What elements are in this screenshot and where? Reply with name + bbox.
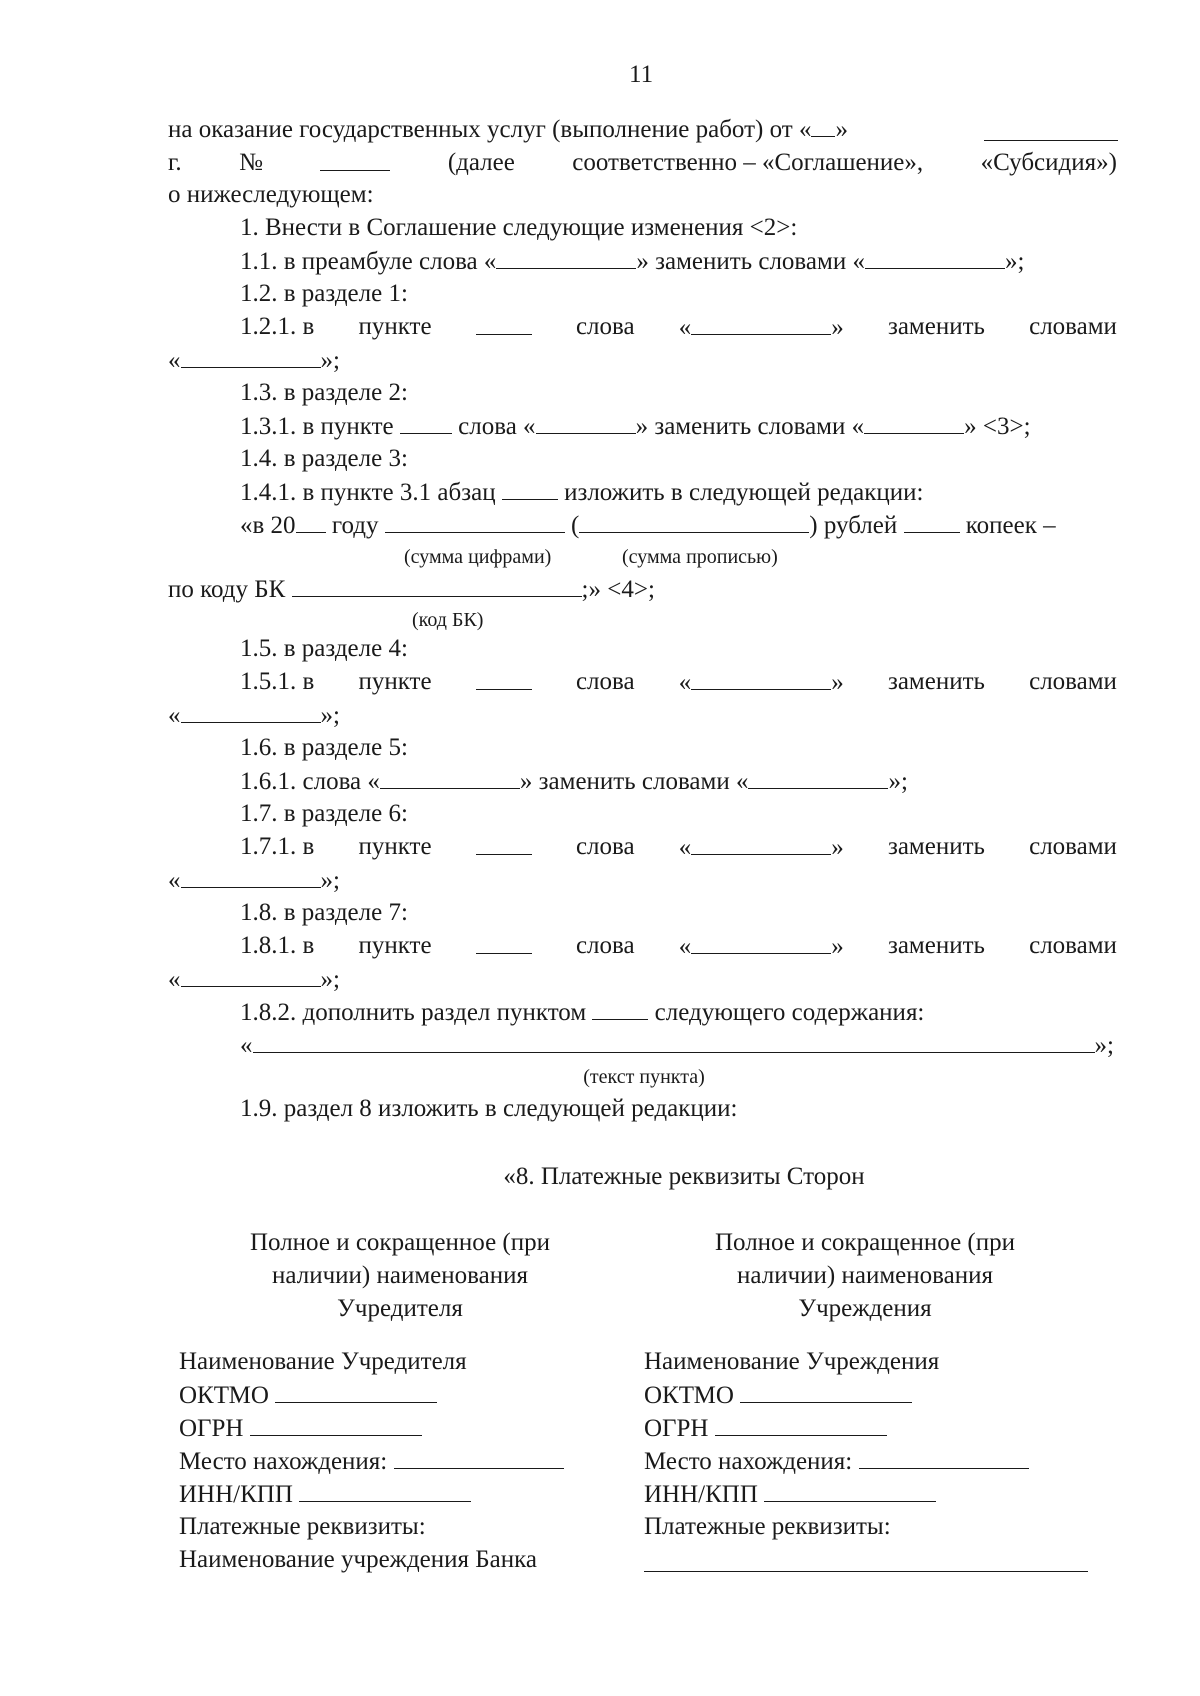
item-1-2-1: 1.2.1. в пункте слова « » заменить словами: [240, 313, 1117, 341]
left-field-payment: Платежные реквизиты:: [179, 1513, 426, 1540]
item-1-8-2: 1.8.2. дополнить раздел пунктом следующего содержания:: [240, 999, 925, 1026]
left-field-bank: Наименование учреждения Банка: [179, 1546, 537, 1573]
item-1-4: 1.4. в разделе 3:: [240, 445, 408, 472]
left-heading-1: Полное и сокращенное (при: [249, 1229, 551, 1256]
item-1-7: 1.7. в разделе 6:: [240, 800, 408, 827]
item-1-2-1-cont: « »;: [168, 347, 340, 374]
intro-line-1: на оказание государственных услуг (выполнение работ) от « »: [168, 116, 848, 143]
left-field-inn: ИНН/КПП: [179, 1479, 471, 1510]
left-heading-2: наличии) наименования: [272, 1262, 528, 1289]
left-field-ogrn: ОГРН: [179, 1413, 422, 1444]
right-heading-1: Полное и сокращенное (при: [714, 1229, 1016, 1256]
item-1-8: 1.8. в разделе 7:: [240, 899, 408, 926]
item-1-8-1-cont: « »;: [168, 966, 340, 993]
right-field-ogrn: ОГРН: [644, 1413, 887, 1444]
item-1-1: 1.1. в преамбуле слова « » заменить словами « »;: [240, 248, 1025, 275]
right-heading-2: наличии) наименования: [737, 1262, 993, 1289]
intro-line-3: о нижеследующем:: [168, 181, 374, 208]
caption-bk: (код БК): [412, 609, 484, 631]
item-1-6-1: 1.6.1. слова « » заменить словами « »;: [240, 768, 908, 795]
right-bank-blank: [644, 1549, 1088, 1572]
item-1-5-1: 1.5.1. в пункте слова « » заменить словами: [240, 668, 1117, 696]
item-1-3-1: 1.3.1. в пункте слова « » заменить словами « » <3>;: [240, 413, 1031, 440]
left-field-name: Наименование Учредителя: [179, 1348, 467, 1375]
section-8-title: «8. Платежные реквизиты Сторон: [503, 1163, 865, 1190]
right-field-address: Место нахождения:: [644, 1446, 1029, 1477]
left-heading-3: Учредителя: [337, 1295, 463, 1322]
caption-sum-digits: (сумма цифрами): [404, 546, 552, 568]
left-field-oktmo: ОКТМО: [179, 1380, 437, 1411]
page-number: 11: [629, 61, 654, 88]
item-1-7-1: 1.7.1. в пункте слова « » заменить словами: [240, 833, 1117, 861]
item-1-5: 1.5. в разделе 4:: [240, 635, 408, 662]
item-1-2: 1.2. в разделе 1:: [240, 280, 408, 307]
item-1-9: 1.9. раздел 8 изложить в следующей редакции:: [240, 1095, 738, 1122]
item-1-5-1-cont: « »;: [168, 702, 340, 729]
item-1-8-1: 1.8.1. в пункте слова « » заменить словами: [240, 932, 1117, 960]
date-blank: [984, 118, 1118, 141]
item-1-6: 1.6. в разделе 5:: [240, 734, 408, 761]
right-field-name: Наименование Учреждения: [644, 1348, 940, 1375]
item-1-7-1-cont: « »;: [168, 867, 340, 894]
item-1-4-1: 1.4.1. в пункте 3.1 абзац изложить в следующей редакции:: [240, 479, 924, 506]
year-amount-line: «в 20 году ( ) рублей копеек –: [240, 512, 1056, 539]
caption-sum-words: (сумма прописью): [622, 546, 778, 568]
left-field-address: Место нахождения:: [179, 1446, 564, 1477]
item-1-3: 1.3. в разделе 2:: [240, 379, 408, 406]
item-1-8-2-text: « »;: [240, 1032, 1114, 1059]
right-field-payment: Платежные реквизиты:: [644, 1513, 891, 1540]
item-1: 1. Внести в Соглашение следующие изменения <2>:: [240, 214, 798, 241]
bk-code-line: по коду БК ;» <4>;: [168, 576, 655, 603]
caption-text: (текст пункта): [583, 1066, 705, 1088]
intro-line-2: г. № (далее соответственно – «Соглашение», «Субсидия»): [168, 149, 1117, 176]
right-field-inn: ИНН/КПП: [644, 1479, 936, 1510]
right-heading-3: Учреждения: [798, 1295, 932, 1322]
right-field-oktmo: ОКТМО: [644, 1380, 912, 1411]
